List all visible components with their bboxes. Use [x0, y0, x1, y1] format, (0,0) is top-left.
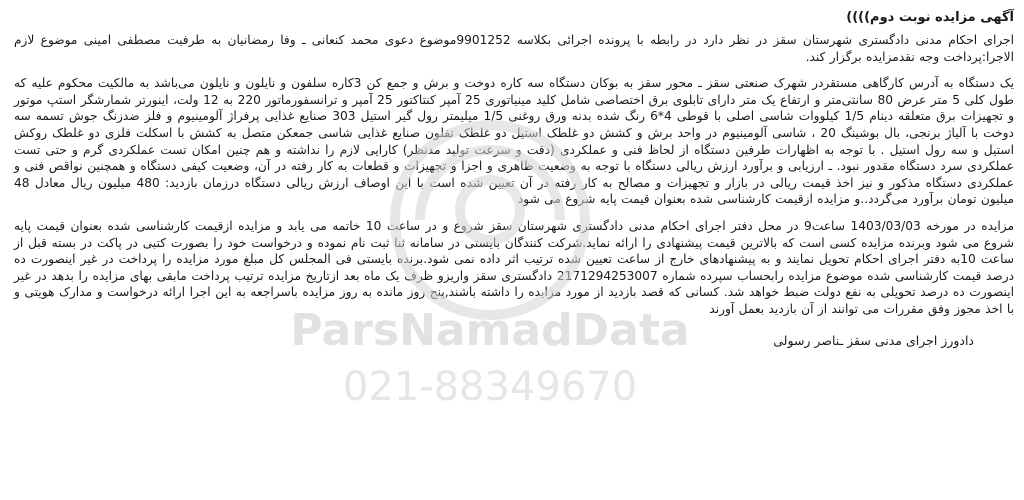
paragraph-auction-terms: مزایده در مورخه 1403/03/03 ساعت9 در محل دفتر اجرای احکام مدنی دادگستری شهرستان سقز شروع و در ساعت 10 خاتمه می یابد و مزایده ازقیمت کارشناسی شده بعنوان قیمت پایه شروع می شود وبرنده مزایده کسی است که بالاترین قیمت پیشنهادی را ارائه نماید.شرکت کنندگان بایستی در سامانه ثنا ثبت نام نموده و درخواست خود را بصورت کتبی در پاکت در بسته قبل از ساعت 10به دفتر اجرای احکام تحویل نمایند و به پیشنهادهای خارج از ساعت تعیین شده ترتیب اثر داده نمی شود.برنده بایستی فی المجلس کل مبلغ مورد مزایده را پرداخت در غیر اینصورت ده درصد قیمت کارشناسی شده موضوع مزایده رابحساب سپرده شماره 2171294253007 دادگستری سقز واریزو ظرف یک ماه بعد ازتاریخ مزایده ترتیب پرداخت مابقی بهای مزایده را بدهد در غیر اینصورت ده درصد تحویلی به نفع دولت ضبط خواهد شد. کسانی که قصد بازدید از مورد مزایده را داشته باشند,پنج روز مانده به روز مزایده باسراجعه به این اجرا ارائه درخواست و مدارک هویتی و با اخذ مجوز وفق مقررات می توانند از آن بازدید بعمل آورند	[14, 218, 1015, 316]
watermark-brand: ParsNamadData	[290, 305, 690, 356]
signature-line: دادورز اجرای مدنی سقز ـناصر رسولی	[773, 332, 974, 348]
paragraph-item-description: یک دستگاه به آدرس کارگاهی مستقردر شهرک صنعتی سقز ـ محور سقز به بوکان دستگاه سه کاره دوخت و برش و جمع کن 3کاره سلفون و نایلون و نایلون می‌باشد به مالکیت محکوم علیه که طول کلی 5 متر عرض 80 سانتی‌متر و ارتفاع یک متر دارای تابلوی برق اختصاصی شامل کلید مینیاتوری 25 آمپر کنتاکتور 25 آمپر و ترانسفورماتور 220 به 12 ولت، اینورتر شمارشگر استپ موتور و تجهیزات برق متعلقه دینام 1/5 کیلووات شاسی اصلی با قوطی 4*6 رنگ شده بدنه ورق روغنی 1/5 میلیمتر رول گیر استیل 303 صنایع غذایی پرفراژ آلومینیوم و فلز ضدزنگ جوش تسمه سه دوخت با آلیاژ برنجی، بال بوشینگ 20 ، شاسی آلومینیوم در واحد برش و کشش دو غلطک استیل دو غلطک تفلون صنایع غذایی شاسی جمعکن متصل به کشش با اسکلت فلزی دو غلطک روکش استیل و سه رول استیل . با توجه به اظهارات طرفین دستگاه از لحاظ فنی و عملکردی (دقت و سرعت تولید مدنظر) کارایی لازم را نداشته و هم چنین امکان تست عملکردی گرم و حتی تست عملکردی سرد دستگاه مقدور نبود. ـ ارزیابی و برآورد ارزش ریالی دستگاه با توجه به وضعیت ظاهری و اجزا و تجهیزات و قطعات به کار رفته در آن، وضعیت کیفی دستگاه و همچنین نواقص فنی و عملکردی دستگاه مذکور و نیز اخذ قیمت ریالی در بازار و تجهیزات و مصالح به کار رفته در آن تعیین شده است با این اوصاف ارزش ریالی دستگاه درزمان بازدید: 480 میلیون ریال معادل 48 میلیون تومان برآورد می‌گردد..و مزایده ازقیمت کارشناسی شده بعنوان قیمت پایه شروع می شود	[14, 76, 1015, 207]
watermark-phone: 021-88349670	[342, 364, 638, 410]
paragraph-case-info: اجرای احکام مدنی دادگستری شهرستان سقز در نظر دارد در رابطه با پرونده اجرائی بکلاسه 9901252موضوع دعوی محمد کنعانی ـ وفا رمضانیان به طرفیت مصطفی امینی موضوع لازم الاجرا:پرداخت وجه نقدمزایده برگزار کند.	[14, 33, 1014, 64]
notice-title: آگهی مزایده نوبت دوم))))	[846, 10, 1014, 25]
